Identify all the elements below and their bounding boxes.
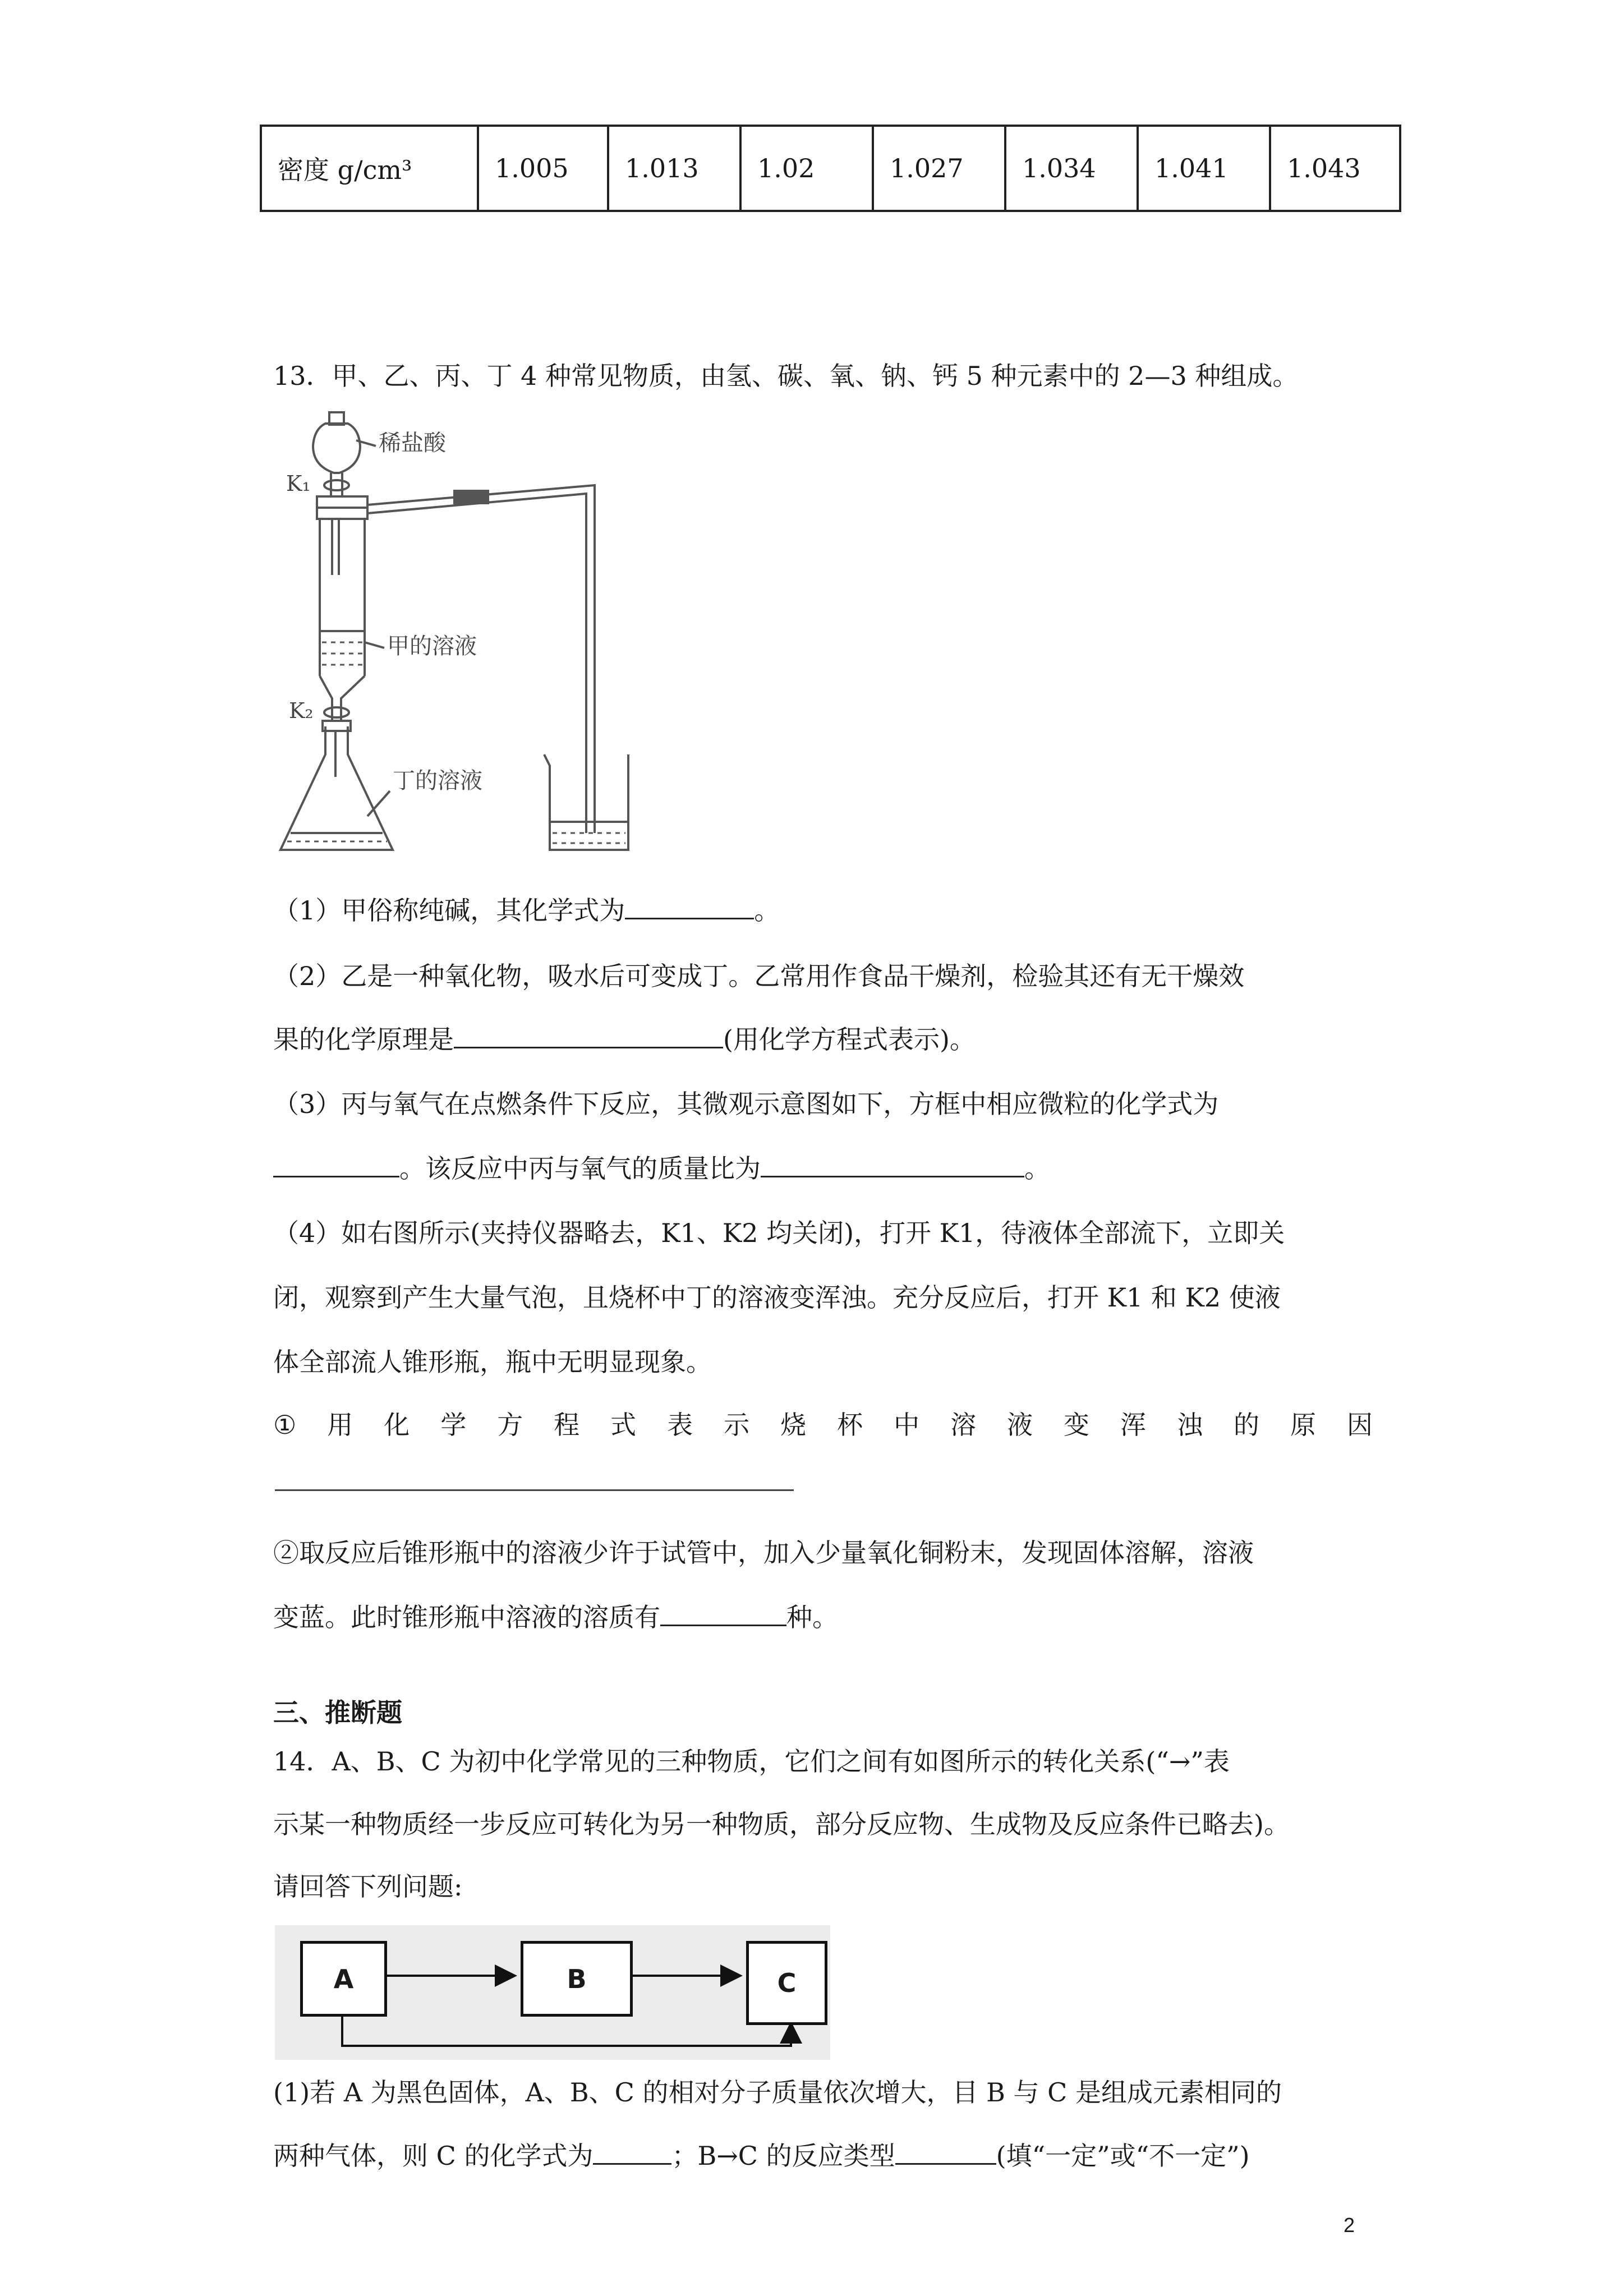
q14-line3: 请回答下列问题:: [273, 1871, 463, 1902]
label-k2: K₂: [289, 698, 314, 723]
answer-blank[interactable]: [625, 895, 754, 919]
q13-part2-line2: 果的化学原理是 (用化学方程式表示)。: [273, 1024, 976, 1055]
answer-blank[interactable]: [895, 2141, 996, 2165]
flow-diagram: [275, 1925, 830, 2060]
table-row: [261, 126, 1400, 211]
density-cell: 1.02: [740, 126, 873, 211]
flow-box-a: A: [300, 1941, 387, 2017]
q13-part4-line1: （4）如右图所示(夹持仪器略去，K1、K2 均关闭)，打开 K1，待液体全部流下，立即关: [273, 1218, 1285, 1248]
flow-box-b: B: [521, 1941, 633, 2017]
density-cell: 1.027: [873, 126, 1005, 211]
q13-part4-line3: 体全部流人锥形瓶，瓶中无明显现象。: [273, 1347, 712, 1377]
density-cell: 1.034: [1005, 126, 1138, 211]
q13-sub2-line2: 变蓝。此时锥形瓶中溶液的溶质有 种。: [273, 1602, 838, 1632]
apparatus-figure: [264, 407, 836, 867]
flow-box-c: C: [746, 1941, 827, 2025]
answer-blank[interactable]: [660, 1602, 786, 1626]
density-cell: 1.005: [478, 126, 608, 211]
label-jia-solution: 甲的溶液: [387, 633, 477, 659]
density-cell: 1.043: [1270, 126, 1400, 211]
density-cell: 1.013: [608, 126, 740, 211]
density-label-cell: 密度 g/cm³: [261, 126, 478, 211]
answer-line[interactable]: [275, 1489, 794, 1491]
density-cell: 1.041: [1138, 126, 1270, 211]
q13-part3-line1: （3）丙与氧气在点燃条件下反应，其微观示意图如下，方框中相应微粒的化学式为: [273, 1089, 1219, 1119]
label-k1: K₁: [286, 471, 311, 496]
q14-line1: 14．A、B、C 为初中化学常见的三种物质，它们之间有如图所示的转化关系(“→”表: [273, 1746, 1230, 1777]
q14-line2: 示某一种物质经一步反应可转化为另一种物质，部分反应物、生成物及反应条件已略去)。: [273, 1809, 1290, 1839]
label-ding-solution: 丁的溶液: [393, 768, 482, 794]
answer-blank[interactable]: [454, 1024, 723, 1048]
answer-blank[interactable]: [273, 1153, 399, 1177]
q13-stem: 13．甲、乙、丙、丁 4 种常见物质，由氢、碳、氧、钠、钙 5 种元素中的 2—3 种组成。: [273, 361, 1299, 391]
q14-part1-line2: 两种气体，则 C 的化学式为 ；B→C 的反应类型 (填“一定”或“不一定”): [273, 2141, 1250, 2171]
density-table: [260, 125, 1401, 212]
answer-blank[interactable]: [593, 2141, 671, 2165]
q14-part1-line1: (1)若 A 为黑色固体，A、B、C 的相对分子质量依次增大，目 B 与 C 是组成元素相同的: [273, 2077, 1282, 2108]
answer-blank[interactable]: [761, 1153, 1024, 1177]
page-number: 2: [1344, 2214, 1355, 2237]
q13-part4-line2: 闭，观察到产生大量气泡，且烧杯中丁的溶液变浑浊。充分反应后，打开 K1 和 K2 使液: [273, 1282, 1281, 1313]
q13-part1: （1）甲俗称纯碱，其化学式为 。: [273, 895, 780, 926]
q13-part2-line1: （2）乙是一种氧化物，吸水后可变成丁。乙常用作食品干燥剂，检验其还有无干燥效: [273, 961, 1245, 991]
q13-sub1-line: ① 用 化 学 方 程 式 表 示 烧 杯 中 溶 液 变 浑 浊 的 原 因: [273, 1410, 1373, 1440]
q13-sub2-line1: ②取反应后锥形瓶中的溶液少许于试管中，加入少量氧化铜粉末，发现固体溶解，溶液: [273, 1538, 1254, 1568]
section-heading: 三、推断题: [273, 1697, 402, 1728]
label-dilute-hcl: 稀盐酸: [379, 430, 446, 456]
q13-part3-line2: 。该反应中丙与氧气的质量比为 。: [273, 1152, 1373, 1185]
